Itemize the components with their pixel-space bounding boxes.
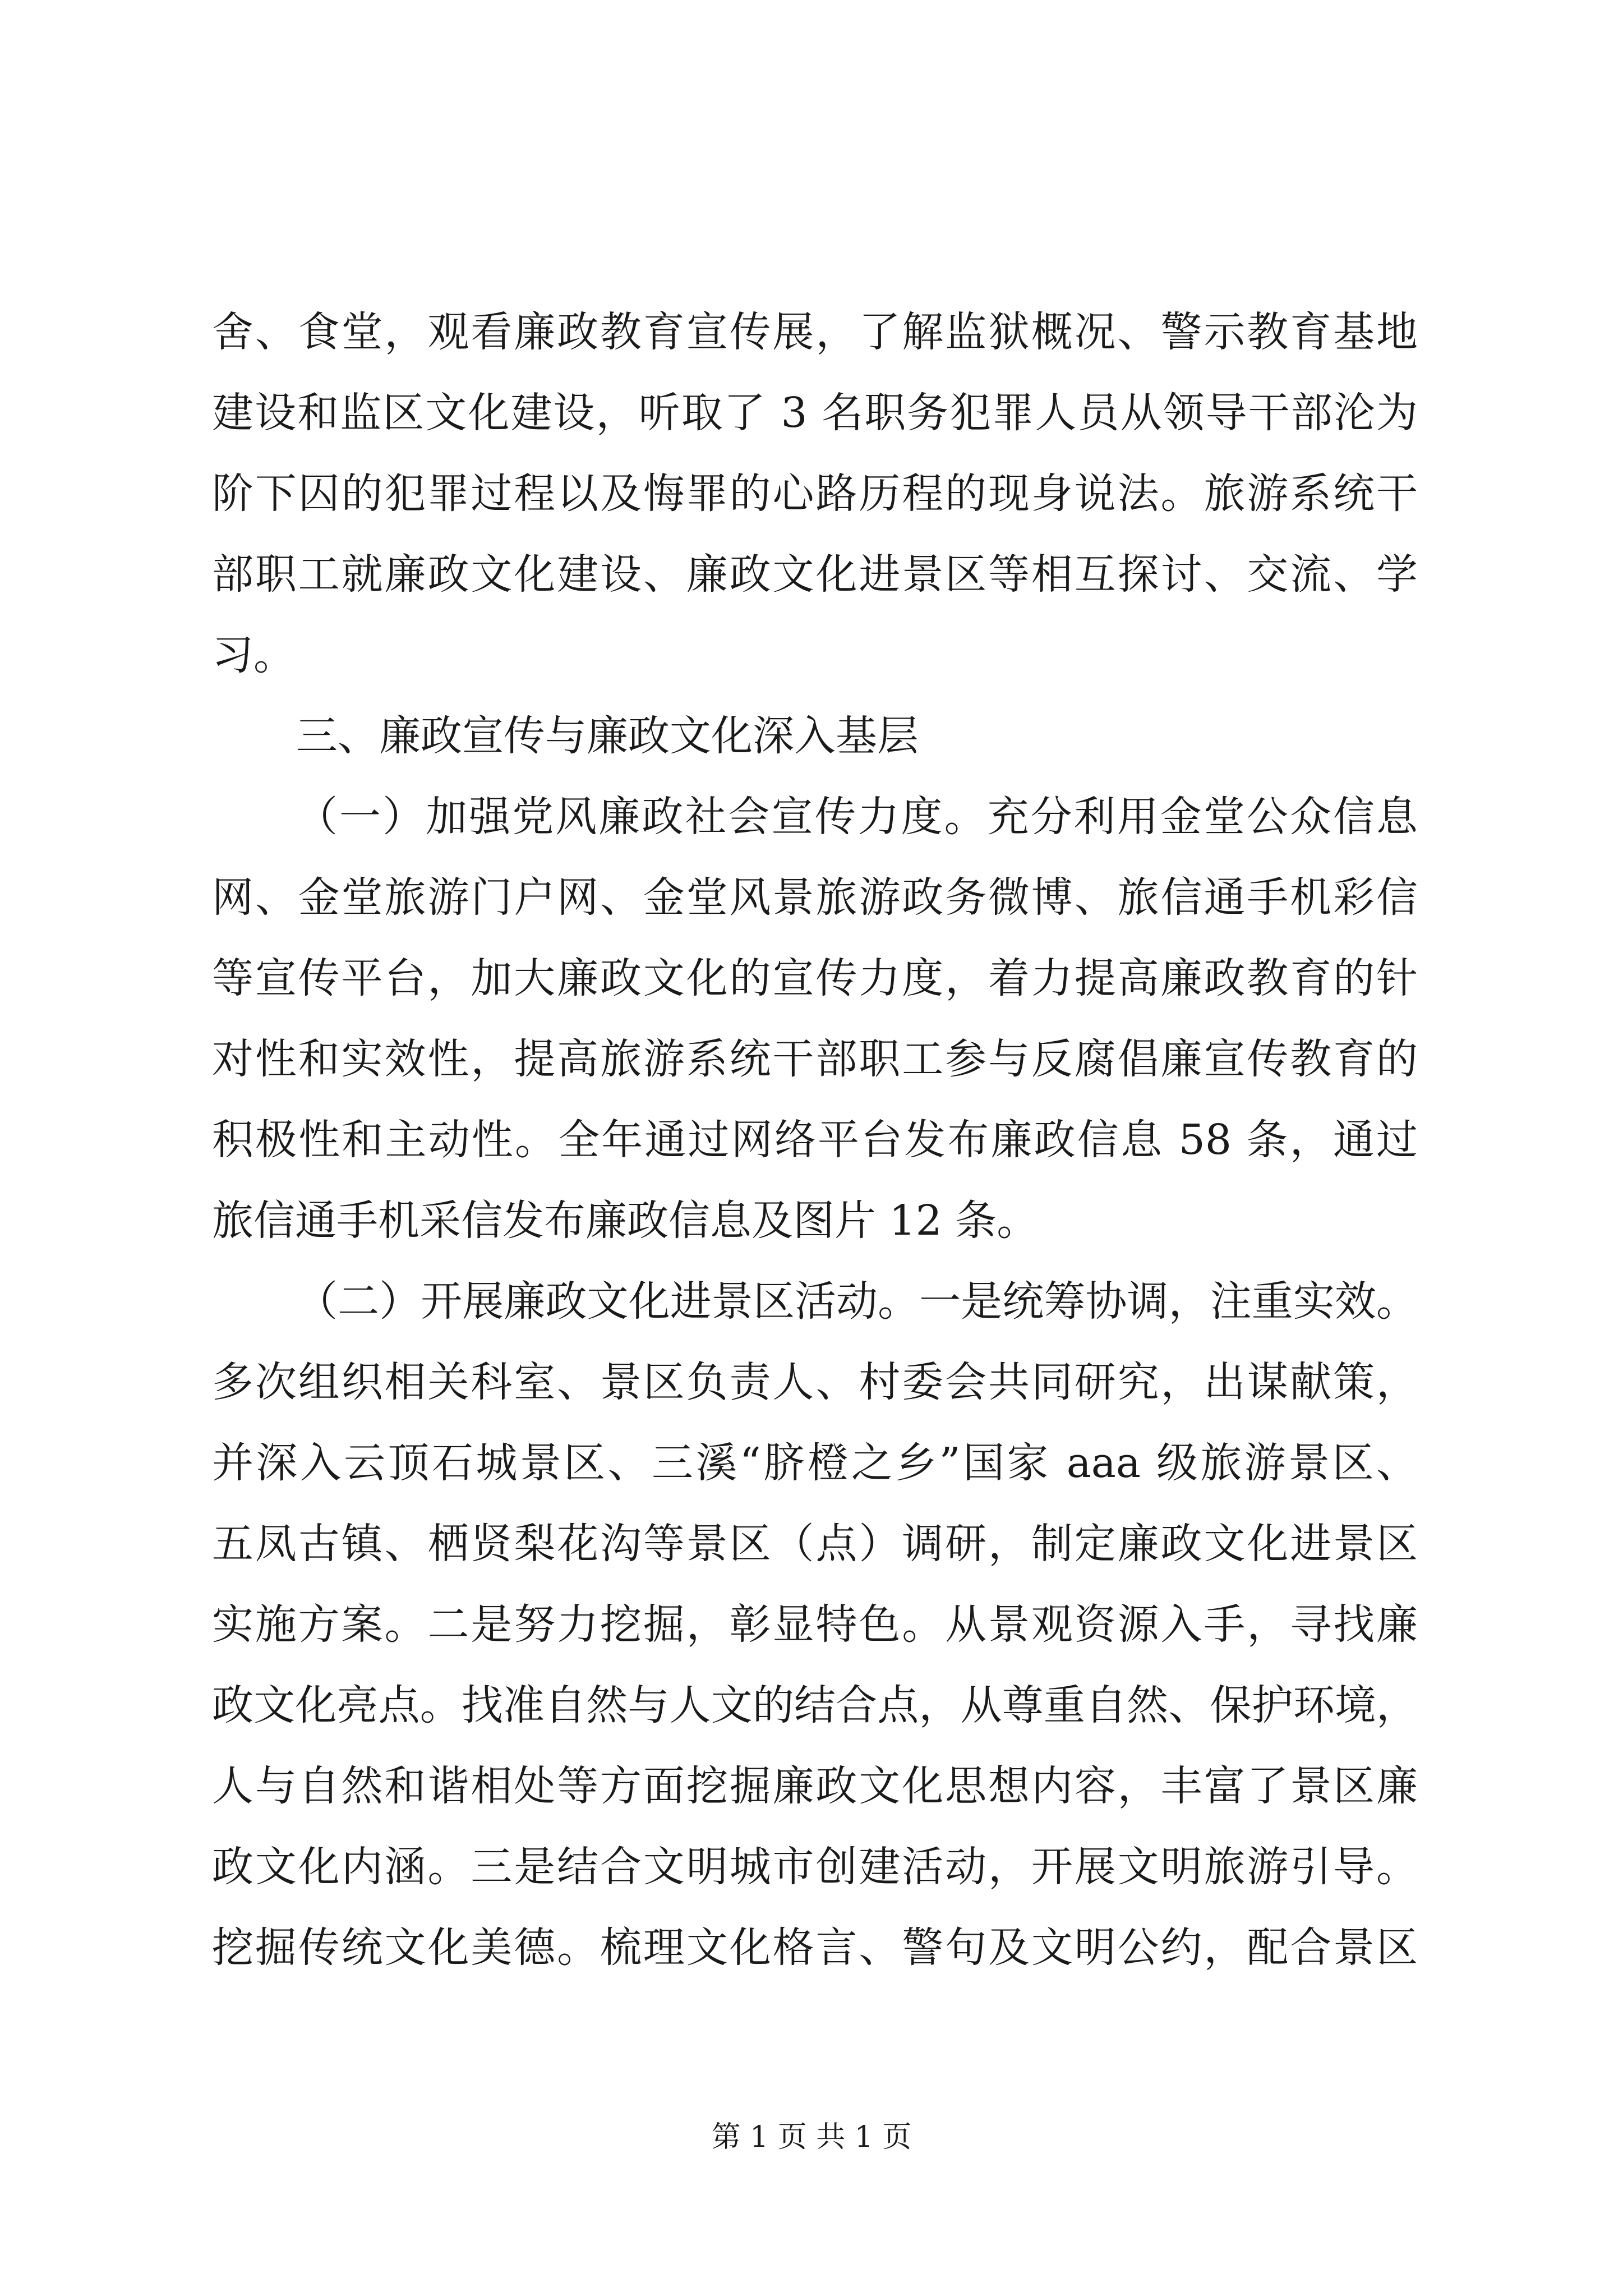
paragraph-line: 人与自然和谐相处等方面挖掘廉政文化思想内容，丰富了景区廉 bbox=[212, 1762, 1418, 1810]
paragraph-line: 并深入云顶石城景区、三溪“脐橙之乡”国家 aaa 级旅游景区、 bbox=[212, 1439, 1418, 1487]
paragraph-line: 建设和监区文化建设，听取了 3 名职务犯罪人员从领导干部沦为 bbox=[212, 389, 1418, 437]
paragraph-line: 五凤古镇、栖贤梨花沟等景区（点）调研，制定廉政文化进景区 bbox=[212, 1520, 1418, 1568]
page-footer: 第 1 页 共 1 页 bbox=[711, 2120, 912, 2154]
paragraph-line: 实施方案。二是努力挖掘，彰显特色。从景观资源入手，寻找廉 bbox=[212, 1600, 1418, 1649]
paragraph-line: 多次组织相关科室、景区负责人、村委会共同研究，出谋献策， bbox=[212, 1358, 1418, 1406]
paragraph-line: （二）开展廉政文化进景区活动。一是统筹协调，注重实效。 bbox=[296, 1277, 1418, 1326]
section-heading: 三、廉政宣传与廉政文化深入基层 bbox=[296, 712, 919, 760]
paragraph-line: 积极性和主动性。全年通过网络平台发布廉政信息 58 条，通过 bbox=[212, 1116, 1418, 1164]
paragraph-line: 习。 bbox=[212, 631, 295, 679]
paragraph-line: 旅信通手机采信发布廉政信息及图片 12 条。 bbox=[212, 1197, 1039, 1245]
paragraph-line: 政文化内涵。三是结合文明城市创建活动，开展文明旅游引导。 bbox=[212, 1843, 1418, 1891]
paragraph-line: 政文化亮点。找准自然与人文的结合点，从尊重自然、保护环境， bbox=[212, 1681, 1418, 1729]
paragraph-line: 舍、食堂，观看廉政教育宣传展，了解监狱概况、警示教育基地 bbox=[212, 308, 1418, 356]
paragraph-line: 部职工就廉政文化建设、廉政文化进景区等相互探讨、交流、学 bbox=[212, 550, 1418, 599]
document-body bbox=[212, 292, 1418, 1988]
paragraph-line: 网、金堂旅游门户网、金堂风景旅游政务微博、旅信通手机彩信 bbox=[212, 873, 1418, 922]
paragraph-line: 对性和实效性，提高旅游系统干部职工参与反腐倡廉宣传教育的 bbox=[212, 1035, 1418, 1083]
paragraph-line: （一）加强党风廉政社会宣传力度。充分利用金堂公众信息 bbox=[296, 793, 1418, 841]
paragraph-line: 挖掘传统文化美德。梳理文化格言、警句及文明公约，配合景区 bbox=[212, 1924, 1418, 1972]
paragraph-line: 等宣传平台，加大廉政文化的宣传力度，着力提高廉政教育的针 bbox=[212, 954, 1418, 1002]
paragraph-line: 阶下囚的犯罪过程以及悔罪的心路历程的现身说法。旅游系统干 bbox=[212, 470, 1418, 518]
